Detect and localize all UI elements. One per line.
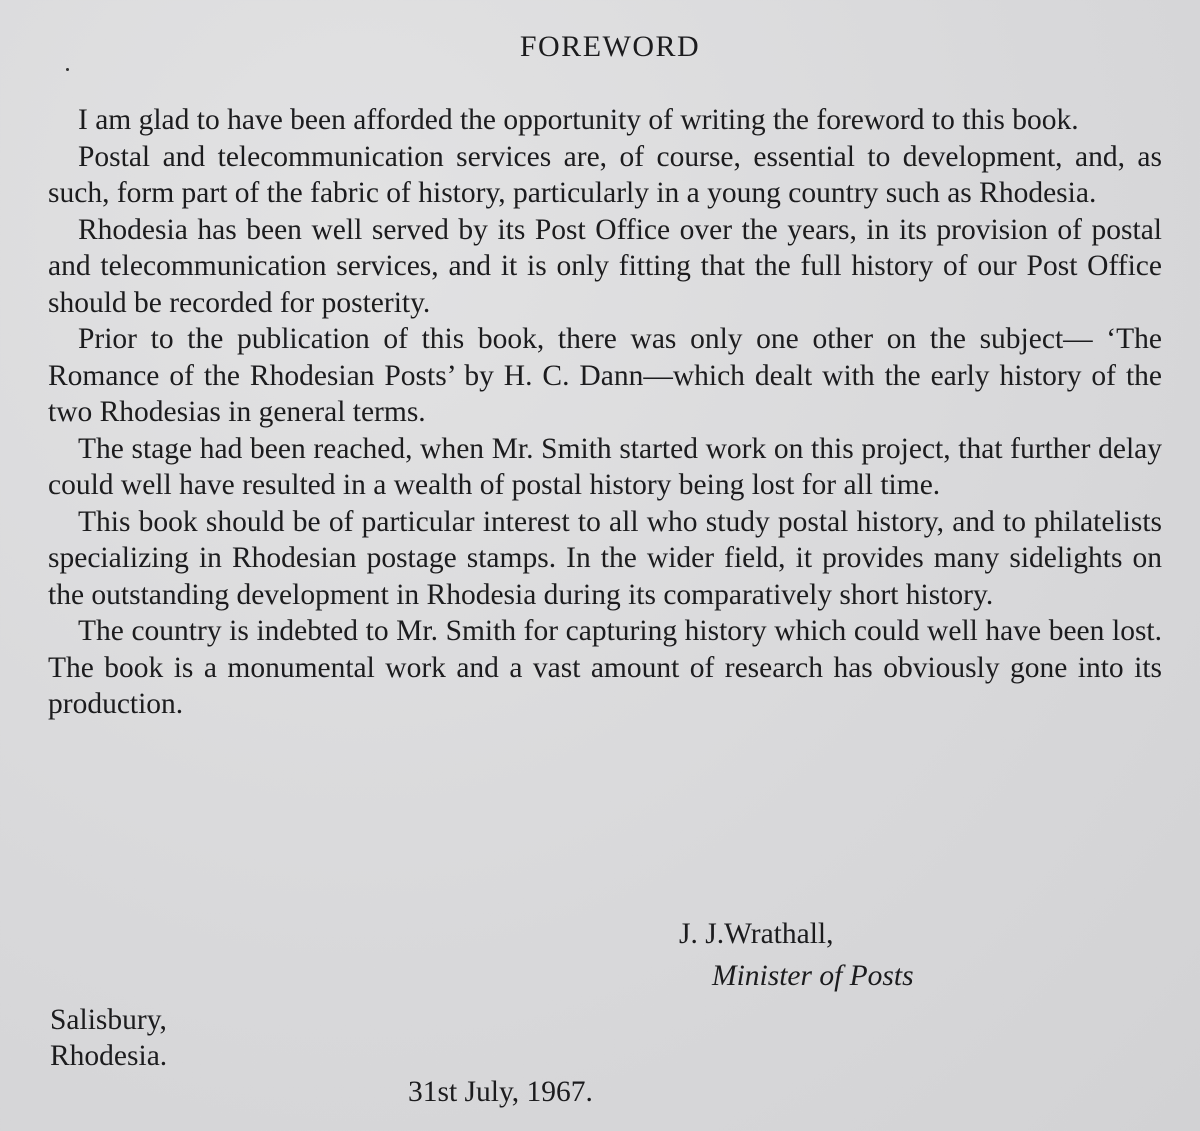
signatory-name: J. J.Wrathall, <box>679 918 834 950</box>
paragraph-2: Postal and telecommunication services are, of course, essential to development, and, as such, form part of the fabric of history, particularly in a young country such as Rhodesia. <box>48 140 1162 209</box>
ink-speck <box>66 68 69 71</box>
signatory-title: Minister of Posts <box>712 960 914 992</box>
paragraph-4: Prior to the publication of this book, there was only one other on the subject— ‘The Romance of the Rhodesian Posts’ by H. C. Dann—which dealt with the early history of the two Rhodesias in general terms. <box>48 323 1162 428</box>
paragraph-6: This book should be of particular interest to all who study postal history, and to philatelists specializing in Rhodesian postage stamps. In the wider field, it provides many sidelights on the outstanding development in Rhodesia during its comparatively short history. <box>48 505 1162 611</box>
place-country: Rhodesia. <box>50 1040 168 1072</box>
paragraph-5: The stage had been reached, when Mr. Smith started work on this project, that further delay could well have resulted in a wealth of postal history being lost for all time. <box>48 432 1162 501</box>
foreword-date: 31st July, 1967. <box>408 1076 593 1108</box>
paragraph-1: I am glad to have been afforded the opportunity of writing the foreword to this book. <box>78 104 1079 136</box>
page-title: FOREWORD <box>519 30 701 63</box>
foreword-body <box>48 102 1162 723</box>
paragraph-7: The country is indebted to Mr. Smith for capturing history which could well have been lost. The book is a monumental work and a vast amount of research has obviously gone into its production. <box>48 615 1162 720</box>
paragraph-3: Rhodesia has been well served by its Post Office over the years, in its provision of postal and telecommunication services, and it is only fitting that the full history of our Post Office should be recorded for posterity. <box>48 213 1162 319</box>
place-city: Salisbury, <box>50 1004 167 1036</box>
